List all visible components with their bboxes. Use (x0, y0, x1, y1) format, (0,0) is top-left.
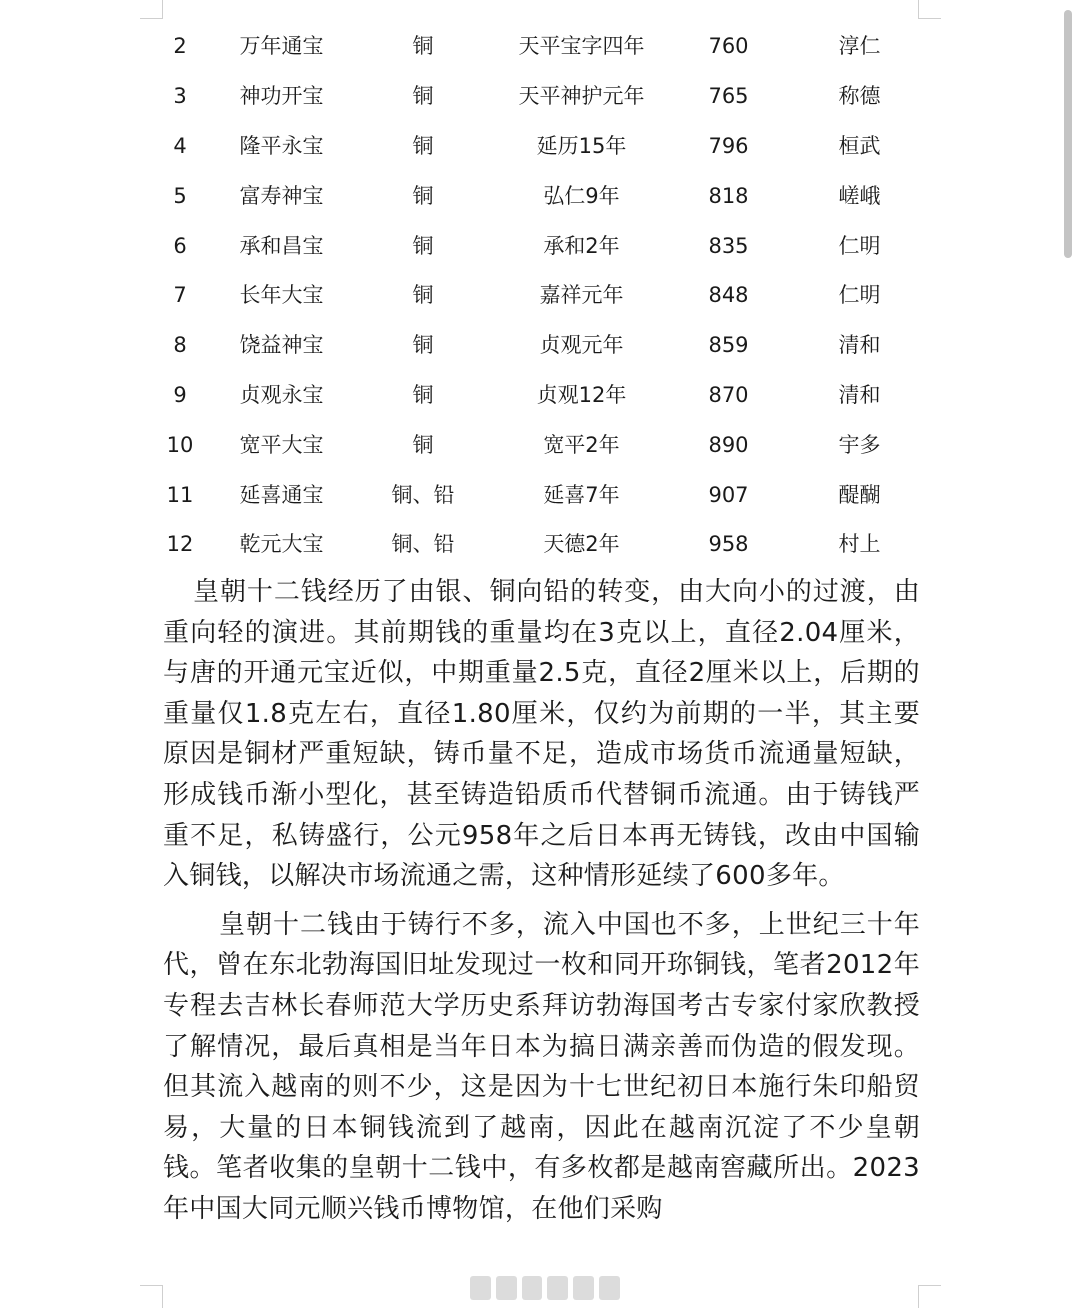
table-row (150, 122, 932, 172)
cell-era: 天平神护元年 (518, 84, 645, 109)
paragraph-circulation: 皇朝十二钱由于铸行不多，流入中国也不多，上世纪三十年代，曾在东北勃海国旧址发现过一枚和同开珎铜钱，笔者2012年专程去吉林长春师范大学历史系拜访勃海国考古专家付家欣教授了解情况，最后真相是当年日本为搞日满亲善而伪造的假发现。但其流入越南的则不少，这是因为十七世纪初日本施行朱印船贸易，大量的日本铜钱流到了越南，因此在越南沉淀了不少皇朝钱。笔者收集的皇朝十二钱中，有多枚都是越南窖藏所出。2023年中国大同元顺兴钱币博物馆，在他们采购 (163, 909, 920, 1224)
cell-emperor: 村上 (838, 532, 881, 557)
cell-coin-name: 宽平大宝 (239, 432, 324, 457)
cell-emperor: 清和 (838, 382, 881, 407)
crop-mark-top-left (140, 0, 163, 19)
cell-emperor: 桓武 (838, 133, 881, 158)
cell-coin-name: 贞观永宝 (239, 382, 324, 407)
paragraph-evolution: 皇朝十二钱经历了由银、铜向铅的转变，由大向小的过渡，由重向轻的演进。其前期钱的重量均在3克以上，直径2.04厘米，与唐的开通元宝近似，中期重量2.5克，直径2厘米以上，后期的重量仅1.8克左右，直径1.80厘米，仅约为前期的一半，其主要原因是铜材严重短缺，铸币量不足，造成市场货币流通量短缺，形成钱币渐小型化，甚至铸造铅质币代替铜币流通。由于铸钱严重不足，私铸盛行，公元958年之后日本再无铸钱，改由中国输入铜钱，以解决市场流通之需，这种情形延续了600多年。 (163, 577, 920, 892)
cell-material: 铜 (412, 133, 434, 158)
cell-number: 11 (166, 482, 194, 507)
article-body (163, 572, 920, 1230)
table-row (150, 72, 932, 122)
cell-number: 5 (173, 183, 187, 208)
table-row (150, 22, 932, 72)
cell-number: 2 (173, 34, 187, 59)
cell-coin-name: 万年通宝 (239, 34, 324, 59)
watermark-block (599, 1276, 620, 1300)
table-row (150, 470, 932, 520)
cell-coin-name: 承和昌宝 (239, 233, 324, 258)
coin-table-body (150, 22, 932, 570)
table-row (150, 321, 932, 371)
cell-era: 延喜7年 (543, 482, 620, 507)
table-row (150, 271, 932, 321)
cell-emperor: 仁明 (838, 233, 881, 258)
cell-era: 天德2年 (543, 532, 620, 557)
table-row (150, 420, 932, 470)
cell-emperor: 醍醐 (838, 482, 881, 507)
cell-year: 848 (708, 283, 749, 308)
cell-number: 10 (166, 432, 194, 457)
watermark-block (470, 1276, 491, 1300)
table-row (150, 171, 932, 221)
crop-mark-top-right (918, 0, 941, 19)
cell-coin-name: 富寿神宝 (239, 183, 324, 208)
cell-number: 6 (173, 233, 187, 258)
cell-coin-name: 饶益神宝 (239, 333, 324, 358)
watermark (470, 1276, 620, 1300)
watermark-block (496, 1276, 517, 1300)
cell-era: 宽平2年 (543, 432, 620, 457)
cell-coin-name: 长年大宝 (239, 283, 324, 308)
cell-year: 818 (708, 183, 749, 208)
vertical-scrollbar[interactable] (1064, 10, 1072, 258)
cell-number: 7 (173, 283, 187, 308)
cell-year: 796 (708, 133, 749, 158)
cell-material: 铜 (412, 84, 434, 109)
cell-material: 铜、铅 (391, 482, 455, 507)
cell-material: 铜、铅 (391, 532, 455, 557)
cell-era: 贞观元年 (539, 333, 624, 358)
cell-emperor: 淳仁 (838, 34, 881, 59)
table-row (150, 221, 932, 271)
cell-number: 3 (173, 84, 187, 109)
cell-material: 铜 (412, 233, 434, 258)
cell-year: 870 (708, 382, 749, 407)
cell-coin-name: 乾元大宝 (239, 532, 324, 557)
cell-year: 958 (708, 532, 749, 557)
cell-coin-name: 神功开宝 (239, 84, 324, 109)
table-row (150, 520, 932, 570)
cell-material: 铜 (412, 382, 434, 407)
cell-era: 天平宝字四年 (518, 34, 645, 59)
cell-year: 760 (708, 34, 749, 59)
cell-era: 贞观12年 (536, 382, 627, 407)
cell-material: 铜 (412, 34, 434, 59)
crop-mark-bottom-right (918, 1285, 941, 1308)
watermark-block (522, 1276, 543, 1300)
cell-year: 765 (708, 84, 749, 109)
cell-emperor: 称德 (838, 84, 881, 109)
cell-emperor: 仁明 (838, 283, 881, 308)
cell-era: 弘仁9年 (543, 183, 620, 208)
crop-mark-bottom-left (140, 1285, 163, 1308)
cell-year: 859 (708, 333, 749, 358)
cell-era: 嘉祥元年 (539, 283, 624, 308)
cell-year: 835 (708, 233, 749, 258)
cell-emperor: 宇多 (838, 432, 881, 457)
coin-table (150, 22, 932, 570)
cell-material: 铜 (412, 432, 434, 457)
cell-coin-name: 隆平永宝 (239, 133, 324, 158)
cell-coin-name: 延喜通宝 (239, 482, 324, 507)
cell-number: 8 (173, 333, 187, 358)
cell-material: 铜 (412, 183, 434, 208)
table-row (150, 371, 932, 421)
cell-material: 铜 (412, 283, 434, 308)
cell-emperor: 嵯峨 (838, 183, 881, 208)
cell-emperor: 清和 (838, 333, 881, 358)
cell-number: 9 (173, 382, 187, 407)
cell-year: 890 (708, 432, 749, 457)
watermark-block (547, 1276, 568, 1300)
watermark-block (573, 1276, 594, 1300)
cell-number: 12 (166, 532, 194, 557)
cell-material: 铜 (412, 333, 434, 358)
cell-number: 4 (173, 133, 187, 158)
cell-era: 承和2年 (543, 233, 620, 258)
cell-year: 907 (708, 482, 749, 507)
cell-era: 延历15年 (536, 133, 627, 158)
